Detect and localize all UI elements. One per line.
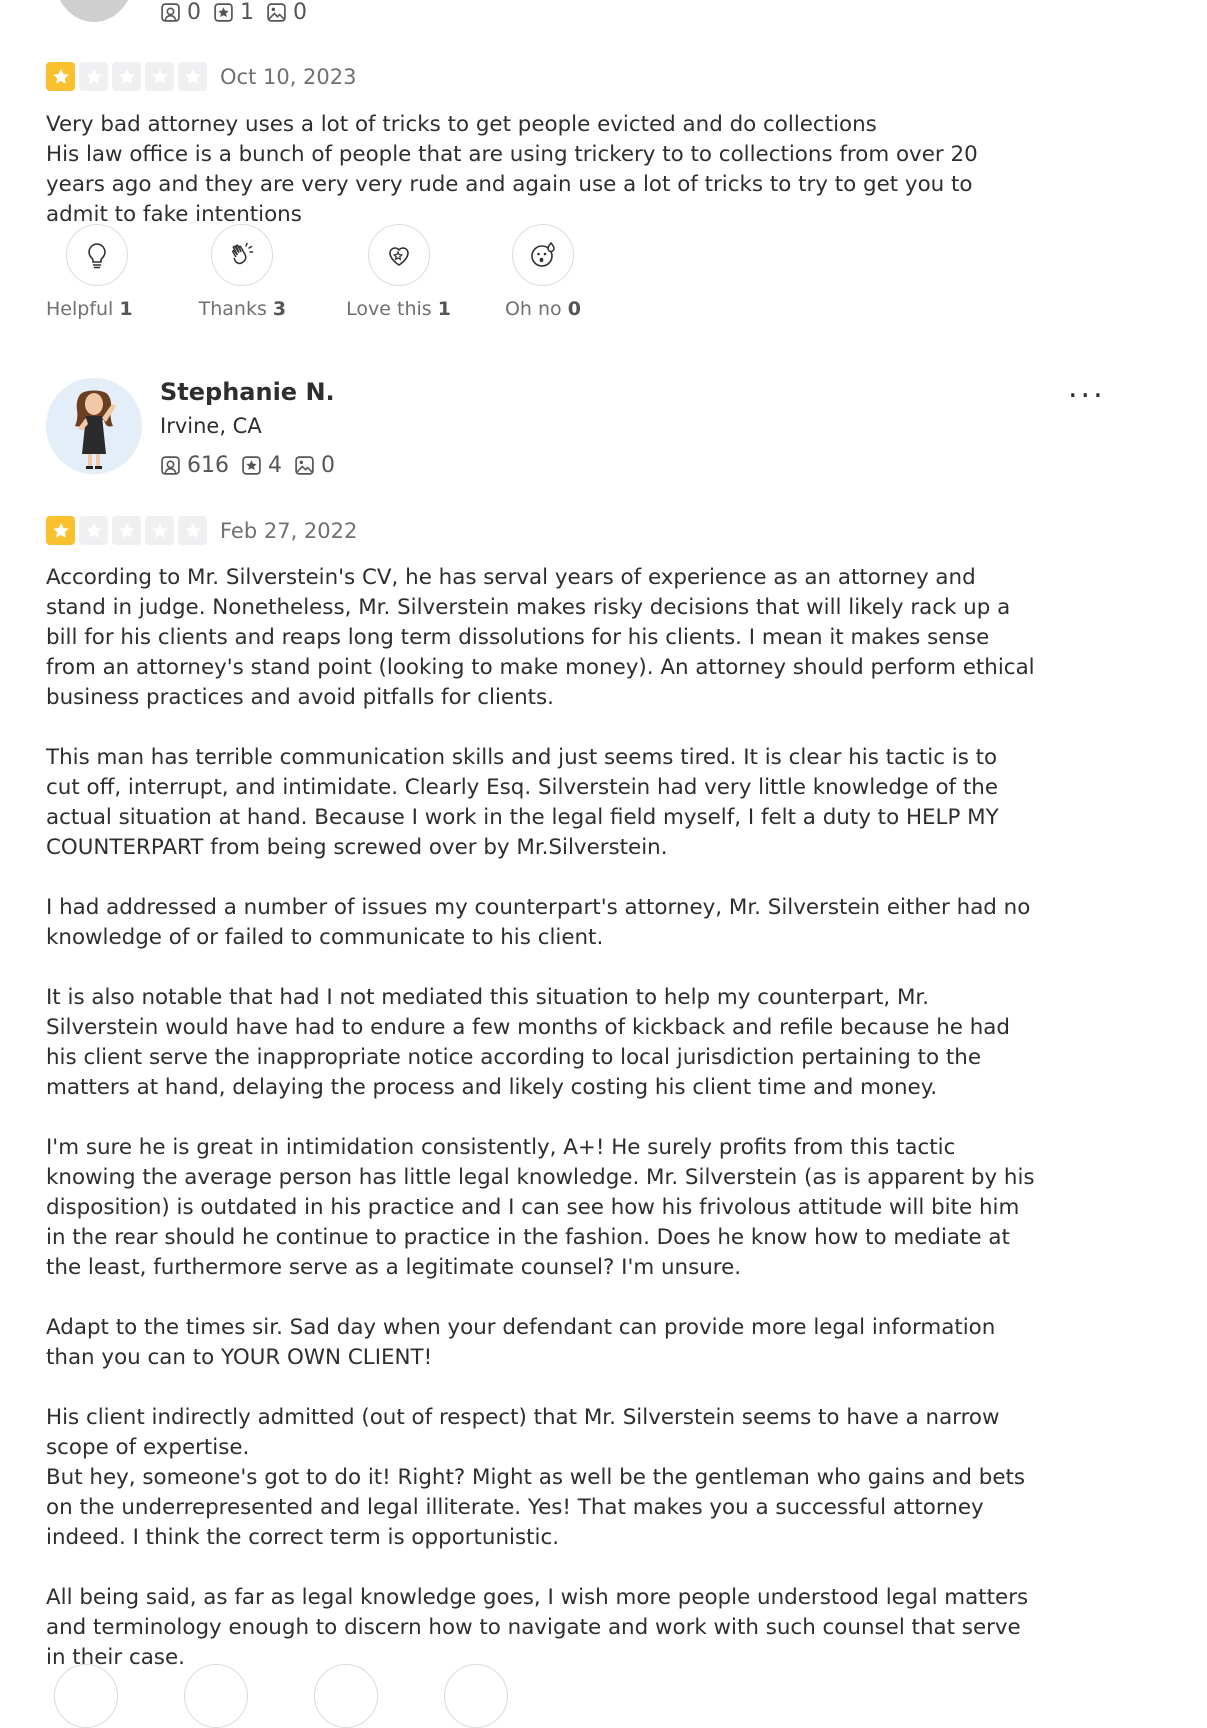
oh-no-button[interactable]: [505, 224, 581, 320]
thanks-label: [199, 298, 287, 320]
review-date: Feb 27, 2022: [220, 518, 358, 543]
star-icon: [178, 62, 207, 91]
reaction-label: Thanks: [198, 298, 267, 320]
review-paragraph: It is also notable that had I not mediated this situation to help my counterpart, Mr. Silverstein would have had to endure a few months of kickback and refile because he had his client serve the inappropriate notice according to local jurisdiction pertaining to the matters at hand, delaying the process and likely costing his client time and money.: [46, 985, 1010, 1100]
rating-row: [46, 516, 357, 545]
star-rating: [46, 62, 207, 91]
review-paragraph: I'm sure he is great in intimidation consistently, A+! He surely profits from this tactic knowing the average person has little legal knowledge. Mr. Silverstein (as is apparent by his disposition) is outdated in his practice and I can see how his frivolous attitude will bite him in the rear should he continue to practice in the fashion. Does he know how to mediate at the least, furthermore serve as a legitimate counsel? I'm unsure.: [46, 1135, 1035, 1280]
review-text: [46, 563, 1036, 1673]
photo-count-value: 0: [293, 0, 307, 25]
reaction-bar-partial: [54, 1664, 574, 1728]
elite-count-value: 4: [268, 453, 282, 478]
helpful-button[interactable]: [46, 224, 133, 320]
review-count-icon: [160, 455, 181, 476]
thanks-button[interactable]: [184, 1664, 248, 1728]
review-count-icon: [160, 2, 181, 23]
review-count: [160, 453, 229, 478]
photo-icon: [294, 455, 315, 476]
love-this-button[interactable]: [314, 1664, 378, 1728]
reviewer-location: Irvine, CA: [160, 414, 262, 438]
reaction-label: Helpful: [46, 298, 114, 320]
star-badge-icon: [213, 2, 234, 23]
star-icon: [79, 516, 108, 545]
review-text: Very bad attorney uses a lot of tricks to get people evicted and do collections His law office is a bunch of people that are using trickery to to collections from over 20 years ago and they are very very rude and again use a lot of tricks to try to get you to admit to fake intentions: [46, 112, 978, 227]
love-this-circle[interactable]: [368, 224, 430, 286]
review-count: [160, 0, 201, 25]
star-icon: [46, 516, 75, 545]
star-icon: [46, 62, 75, 91]
elite-count-value: 1: [240, 0, 254, 25]
shocked-face-icon: [527, 239, 559, 271]
photo-count: [266, 0, 307, 25]
star-icon: [112, 62, 141, 91]
user-stats: [160, 0, 319, 25]
clapping-hands-icon: [226, 239, 258, 271]
reaction-count: 1: [119, 298, 133, 320]
photo-icon: [266, 2, 287, 23]
review-paragraph: This man has terrible communication skills and just seems tired. It is clear his tactic is to cut off, interrupt, and intimidate. Clearly Esq. Silverstein had very little knowledge of the actual situation at hand. Because I work in the legal field myself, I felt a duty to HELP MY COUNTERPART from being screwed over by Mr.Silverstein.: [46, 745, 999, 860]
thanks-button[interactable]: [199, 224, 287, 320]
star-icon: [145, 516, 174, 545]
lightbulb-icon: [81, 239, 113, 271]
reaction-bar: [46, 224, 581, 320]
elite-count: [213, 0, 254, 25]
oh-no-circle[interactable]: [512, 224, 574, 286]
star-icon: [178, 516, 207, 545]
thanks-circle[interactable]: [211, 224, 273, 286]
more-options-button[interactable]: [1068, 370, 1106, 405]
helpful-label: [46, 298, 133, 320]
helpful-button[interactable]: [54, 1664, 118, 1728]
elite-count: [241, 453, 282, 478]
star-icon: [79, 62, 108, 91]
reaction-count: 0: [567, 298, 581, 320]
star-badge-icon: [241, 455, 262, 476]
avatar[interactable]: [54, 0, 134, 22]
love-this-button[interactable]: [346, 224, 451, 320]
review-paragraph: I had addressed a number of issues my counterpart's attorney, Mr. Silverstein either had no knowledge of or failed to communicate to his client.: [46, 895, 1031, 950]
review-paragraph: His client indirectly admitted (out of respect) that Mr. Silverstein seems to have a narrow scope of expertise. But hey, someone's got to do it! Right? Might as well be the gentleman who gains and bets on the underrepresented and legal illiterate. Yes! That makes you a successful attorney indeed. I think the correct term is opportunistic.: [46, 1405, 1026, 1550]
reviewer-name[interactable]: Stephanie N.: [160, 378, 335, 406]
star-icon: [112, 516, 141, 545]
love-this-label: [346, 298, 451, 320]
reaction-label: Love this: [346, 298, 432, 320]
star-icon: [145, 62, 174, 91]
review-paragraph: Adapt to the times sir. Sad day when your defendant can provide more legal information than you can to YOUR OWN CLIENT!: [46, 1315, 996, 1370]
user-stats: [160, 453, 347, 478]
oh-no-button[interactable]: [444, 1664, 508, 1728]
reaction-label: Oh no: [504, 298, 562, 320]
photo-count: [294, 453, 335, 478]
avatar[interactable]: [46, 378, 142, 474]
helpful-circle[interactable]: [66, 224, 128, 286]
ellipsis-icon: ...: [1068, 370, 1106, 405]
photo-count-value: 0: [321, 453, 335, 478]
heart-icon: [383, 239, 415, 271]
review-paragraph: All being said, as far as legal knowledge goes, I wish more people understood legal matters and terminology enough to discern how to navigate and work with such counsel that serve in their case.: [46, 1585, 1029, 1670]
review-paragraph: According to Mr. Silverstein's CV, he has serval years of experience as an attorney and stand in judge. Nonetheless, Mr. Silverstein makes risky decisions that will likely rack up a bill for his clients and reaps long term dissolutions for his clients. I mean it makes sense from an attorney's stand point (looking to make money). An attorney should perform ethical business practices and avoid pitfalls for clients.: [46, 565, 1035, 710]
reaction-count: 1: [437, 298, 451, 320]
reaction-count: 3: [272, 298, 287, 320]
review-count-value: 616: [187, 453, 229, 478]
star-rating: [46, 516, 207, 545]
oh-no-label: [505, 298, 581, 320]
bitmoji-avatar-icon: [46, 378, 142, 474]
rating-row: [46, 62, 357, 91]
review-count-value: 0: [187, 0, 201, 25]
review-date: Oct 10, 2023: [220, 64, 357, 89]
